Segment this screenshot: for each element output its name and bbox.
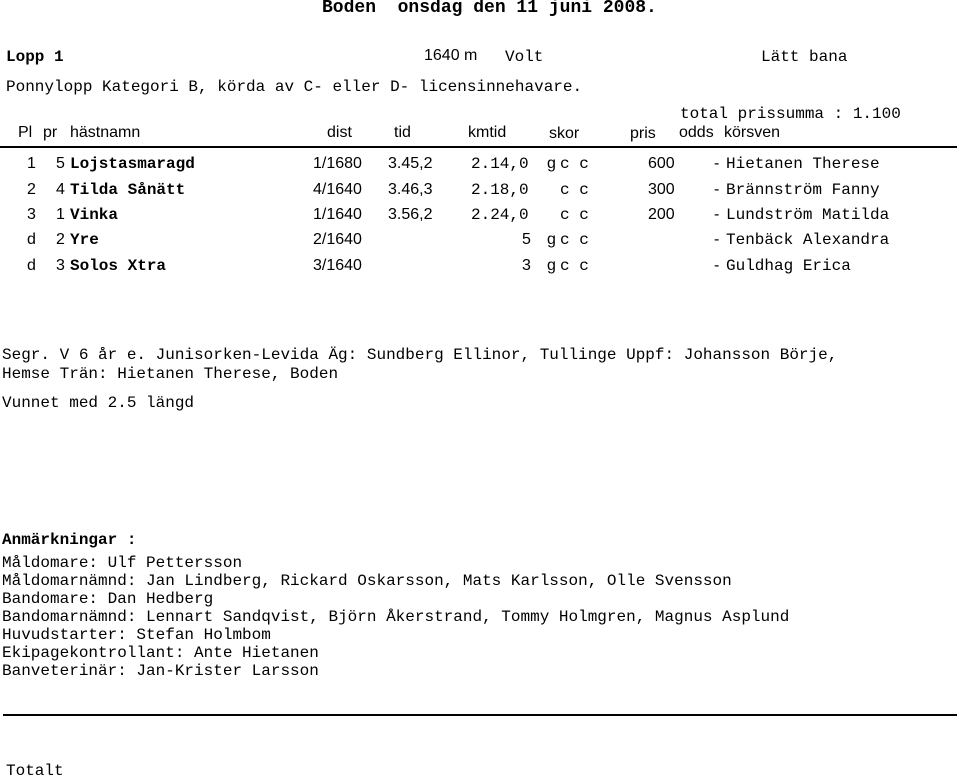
row-odds: - bbox=[714, 181, 720, 198]
col-dist: dist bbox=[327, 124, 352, 141]
row-placement: 3 bbox=[27, 206, 36, 223]
total-label: Totalt bbox=[6, 762, 64, 780]
winning-margin: Vunnet med 2.5 längd bbox=[2, 394, 195, 412]
row-dist: 1/1680 bbox=[313, 155, 362, 172]
col-tid: tid bbox=[394, 124, 411, 141]
row-placement: d bbox=[27, 231, 36, 248]
row-dist: 2/1640 bbox=[313, 231, 362, 248]
row-placement: 1 bbox=[27, 155, 36, 172]
row-odds: - bbox=[714, 206, 720, 223]
row-tid: 3.56,2 bbox=[388, 206, 433, 223]
list-item: Ekipagekontrollant: Ante Hietanen bbox=[2, 644, 319, 662]
race-description: Ponnylopp Kategori B, körda av C- eller D- licensinnehavare. bbox=[6, 78, 583, 96]
row-kmtid: 5 bbox=[522, 231, 531, 248]
row-korsven: Tenbäck Alexandra bbox=[726, 231, 890, 249]
row-korsven: Brännström Fanny bbox=[726, 181, 880, 199]
row-post-position: 4 bbox=[56, 181, 65, 198]
list-item: Måldomarnämnd: Jan Lindberg, Rickard Oskarsson, Mats Karlsson, Olle Svensson bbox=[2, 572, 732, 590]
table-row bbox=[0, 257, 960, 277]
row-kmtid: 3 bbox=[522, 257, 531, 274]
page-title: Boden onsdag den 11 juni 2008. bbox=[322, 0, 657, 18]
header-divider bbox=[0, 146, 957, 148]
list-item: Bandomarnämnd: Lennart Sandqvist, Björn Åkerstrand, Tommy Holmgren, Magnus Asplund bbox=[2, 608, 790, 626]
table-row bbox=[0, 181, 960, 201]
col-korsven: körsven bbox=[724, 124, 781, 141]
col-name: hästnamn bbox=[70, 124, 141, 141]
row-post-position: 1 bbox=[56, 206, 65, 223]
row-odds: - bbox=[714, 257, 720, 274]
row-skor: c c bbox=[560, 155, 589, 173]
row-tid: 3.45,2 bbox=[388, 155, 433, 172]
total-prize: total prissumma : 1.100 bbox=[680, 105, 901, 123]
row-korsven: Guldhag Erica bbox=[726, 257, 851, 275]
row-skor: c c bbox=[560, 257, 589, 275]
row-odds: - bbox=[714, 231, 720, 248]
remarks-heading: Anmärkningar : bbox=[2, 531, 137, 549]
list-item: Måldomare: Ulf Pettersson bbox=[2, 554, 243, 572]
row-kmtid: 2.14,0 bbox=[471, 155, 529, 173]
race-start-type: Volt bbox=[505, 48, 544, 66]
col-skor: skor bbox=[549, 125, 580, 142]
list-item: Banveterinär: Jan-Krister Larsson bbox=[2, 662, 319, 680]
row-horse-name: Tilda Sånätt bbox=[70, 181, 186, 199]
row-tid: 3.46,3 bbox=[388, 181, 433, 198]
row-korsven: Lundström Matilda bbox=[726, 206, 890, 224]
row-post-position: 2 bbox=[56, 231, 65, 248]
col-kmtid: kmtid bbox=[468, 124, 507, 141]
col-odds: odds bbox=[679, 124, 714, 141]
row-placement: d bbox=[27, 257, 36, 274]
col-pris: pris bbox=[630, 125, 656, 142]
row-skor: c c bbox=[560, 231, 589, 249]
winner-pedigree-line2: Hemse Trän: Hietanen Therese, Boden bbox=[2, 365, 339, 383]
row-horse-name: Yre bbox=[70, 231, 99, 249]
row-odds: - bbox=[714, 155, 720, 172]
row-pris: 200 bbox=[648, 206, 675, 223]
row-kmtid: 2.24,0 bbox=[471, 206, 529, 224]
row-pris: 300 bbox=[648, 181, 675, 198]
race-track: Lätt bana bbox=[761, 48, 848, 66]
row-dist: 3/1640 bbox=[313, 257, 362, 274]
winner-pedigree-line1: Segr. V 6 år e. Junisorken-Levida Äg: Sundberg Ellinor, Tullinge Uppf: Johansson Börje, bbox=[2, 346, 838, 364]
row-post-position: 3 bbox=[56, 257, 65, 274]
row-horse-name: Lojstasmaragd bbox=[70, 155, 195, 173]
row-kmtid: 2.18,0 bbox=[471, 181, 529, 199]
row-skor: c c bbox=[560, 181, 589, 199]
row-korsven: Hietanen Therese bbox=[726, 155, 880, 173]
race-distance: 1640 m bbox=[424, 47, 478, 64]
list-item: Huvudstarter: Stefan Holmbom bbox=[2, 626, 271, 644]
row-dist: 1/1640 bbox=[313, 206, 362, 223]
col-pl: Pl bbox=[18, 124, 33, 141]
row-gait: g bbox=[547, 155, 556, 172]
table-row bbox=[0, 206, 960, 226]
row-gait: g bbox=[547, 231, 556, 248]
list-item: Bandomare: Dan Hedberg bbox=[2, 590, 214, 608]
row-placement: 2 bbox=[27, 181, 36, 198]
row-horse-name: Solos Xtra bbox=[70, 257, 167, 275]
row-skor: c c bbox=[560, 206, 589, 224]
col-pr: pr bbox=[43, 124, 58, 141]
footer-divider bbox=[3, 714, 957, 716]
row-dist: 4/1640 bbox=[313, 181, 362, 198]
row-post-position: 5 bbox=[56, 155, 65, 172]
race-number: Lopp 1 bbox=[6, 48, 64, 66]
table-row bbox=[0, 231, 960, 251]
row-gait: g bbox=[547, 257, 556, 274]
row-horse-name: Vinka bbox=[70, 206, 119, 224]
table-row bbox=[0, 155, 960, 175]
row-pris: 600 bbox=[648, 155, 675, 172]
